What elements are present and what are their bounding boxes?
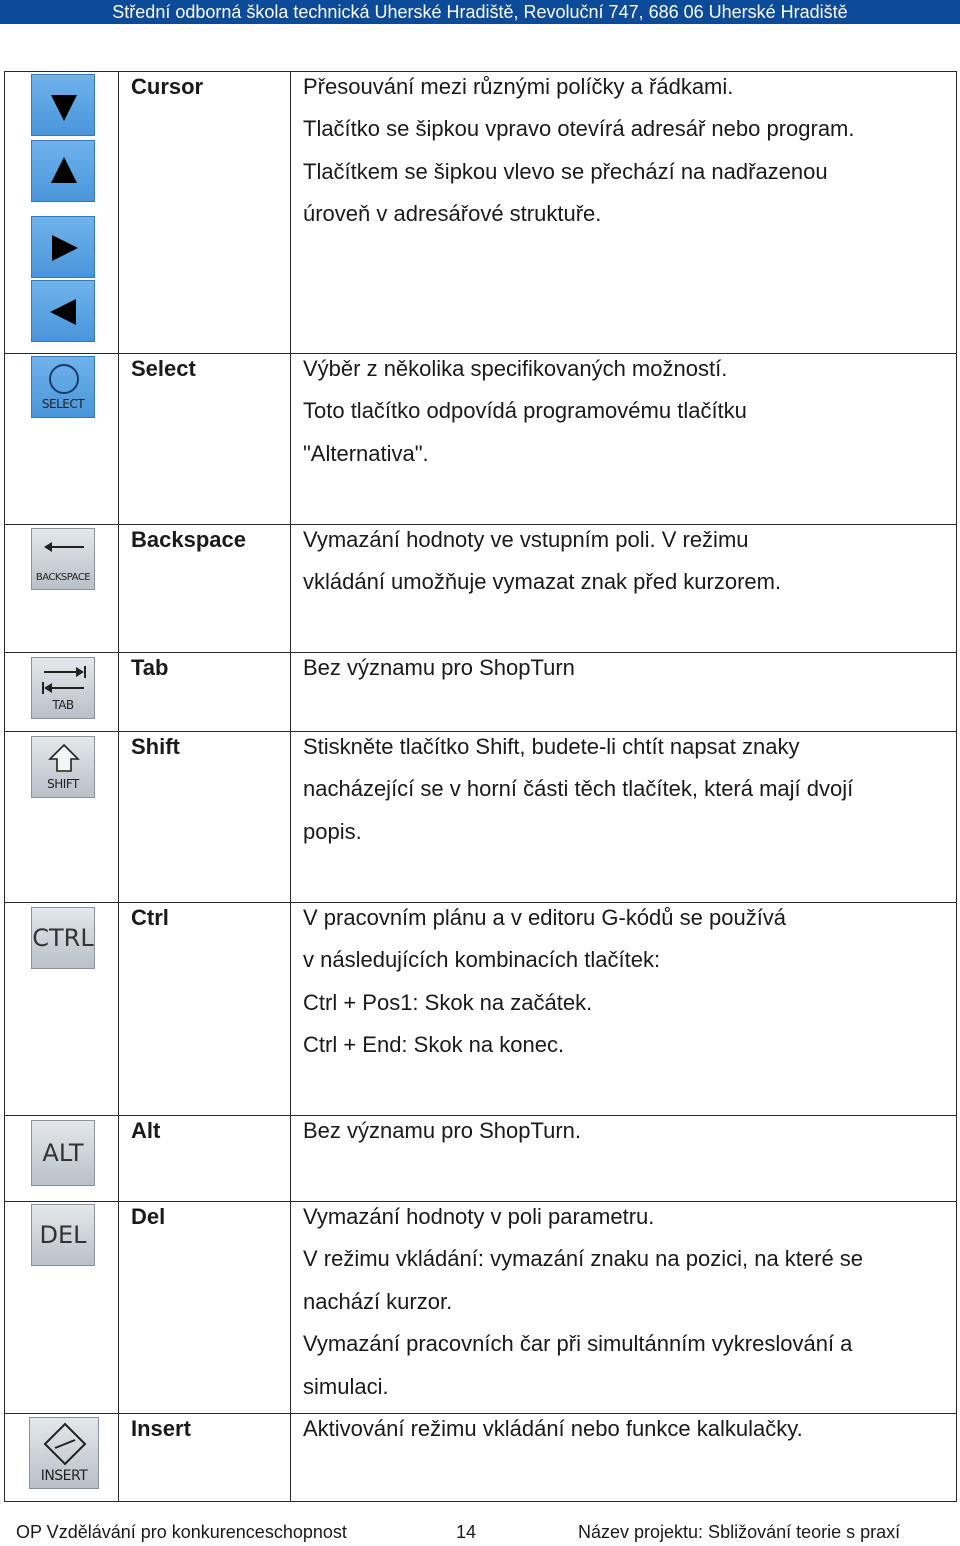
description-line: Toto tlačítko odpovídá programovému tlačítku <box>303 398 747 424</box>
description-line: Bez významu pro ShopTurn <box>303 655 575 680</box>
description-line: nachází kurzor. <box>303 1288 453 1314</box>
arrow-up-key-icon <box>31 140 95 202</box>
description-line: nacházející se v horní části těch tlačítek, která mají dvojí <box>303 776 854 802</box>
del-key-icon: DEL <box>31 1204 95 1266</box>
key-description <box>291 647 956 689</box>
key-name: Del <box>131 1204 166 1229</box>
key-description <box>291 519 956 604</box>
key-name: Tab <box>131 655 169 680</box>
key-description <box>291 1110 956 1152</box>
table-row-del <box>5 1202 957 1414</box>
page-header: Střední odborná škola technická Uherské Hradiště, Revoluční 747, 686 06 Uherské Hradiště <box>0 0 960 24</box>
arrow-left-key-icon <box>31 280 95 342</box>
table-row-cursor <box>5 72 957 354</box>
key-description <box>291 1196 956 1408</box>
key-name: Cursor <box>131 74 204 99</box>
description-line: Výběr z několika specifikovaných možností. <box>303 356 728 381</box>
table-row-ctrl <box>5 903 957 1116</box>
table-row-insert <box>5 1414 957 1502</box>
description-line: v následujících kombinacích tlačítek: <box>303 947 661 973</box>
table-row-select <box>5 354 957 525</box>
insert-key-icon: INSERT <box>29 1417 99 1489</box>
table-row-alt <box>5 1116 957 1202</box>
key-name: Insert <box>131 1416 191 1441</box>
description-line: Vymazání pracovních čar při simultánním vykreslování a <box>303 1331 853 1357</box>
description-line: Stiskněte tlačítko Shift, budete-li chtít napsat znaky <box>303 734 800 759</box>
description-line: popis. <box>303 818 362 844</box>
key-description <box>291 1408 956 1450</box>
key-description <box>291 66 956 236</box>
table-row-backspace <box>5 525 957 653</box>
icon-cell <box>5 72 119 354</box>
page-footer <box>16 1520 916 1544</box>
description-line: "Alternativa". <box>303 440 429 466</box>
description-line: Tlačítko se šipkou vpravo otevírá adresář nebo program. <box>303 116 855 142</box>
shift-key-icon: SHIFT <box>31 736 95 798</box>
key-table <box>4 71 957 1502</box>
key-name: Alt <box>131 1118 161 1143</box>
table-row-shift <box>5 732 957 903</box>
description-line: Vymazání hodnoty ve vstupním poli. V režimu <box>303 527 749 552</box>
arrow-down-key-icon <box>31 74 95 136</box>
select-key-icon: SELECT <box>31 356 95 418</box>
description-line: Tlačítkem se šipkou vlevo se přechází na nadřazenou <box>303 158 828 184</box>
page-number: 14 <box>456 1522 477 1542</box>
alt-key-icon: ALT <box>31 1120 95 1186</box>
description-line: Ctrl + Pos1: Skok na začátek. <box>303 989 593 1015</box>
description-line: Ctrl + End: Skok na konec. <box>303 1032 565 1058</box>
footer-project: Název projektu: Sbližování teorie s praxí <box>578 1522 901 1542</box>
arrow-right-key-icon <box>31 216 95 278</box>
description-line: simulaci. <box>303 1373 389 1399</box>
description-line: úroveň v adresářové struktuře. <box>303 201 602 227</box>
backspace-key-icon: BACKSPACE <box>31 528 95 590</box>
table-row-tab <box>5 653 957 732</box>
key-name: Backspace <box>131 527 246 552</box>
description-line: V pracovním plánu a v editoru G-kódů se používá <box>303 905 787 930</box>
tab-key-icon: TAB <box>31 657 95 719</box>
description-line: Bez významu pro ShopTurn. <box>303 1118 581 1143</box>
key-name: Shift <box>131 734 180 759</box>
key-name: Select <box>131 356 196 381</box>
footer-program: OP Vzdělávání pro konkurenceschopnost <box>16 1522 347 1542</box>
ctrl-key-icon: CTRL <box>31 907 95 969</box>
description-line: vkládání umožňuje vymazat znak před kurzorem. <box>303 569 782 595</box>
description-line: Přesouvání mezi různými políčky a řádkami. <box>303 74 734 99</box>
key-description <box>291 897 956 1067</box>
description-line: Aktivování režimu vkládání nebo funkce kalkulačky. <box>303 1416 803 1441</box>
description-line: Vymazání hodnoty v poli parametru. <box>303 1204 655 1229</box>
key-name: Ctrl <box>131 905 169 930</box>
key-description <box>291 726 956 853</box>
key-description <box>291 348 956 475</box>
description-line: V režimu vkládání: vymazání znaku na pozici, na které se <box>303 1246 864 1272</box>
